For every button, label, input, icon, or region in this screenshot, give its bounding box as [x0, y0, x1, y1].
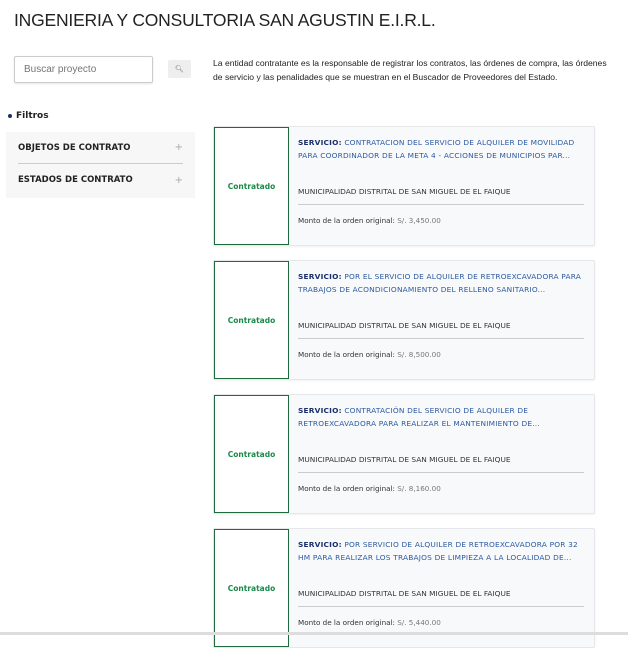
contract-type: SERVICIO: [298, 406, 342, 415]
entity-name: MUNICIPALIDAD DISTRITAL DE SAN MIGUEL DE EL FAIQUE [298, 321, 584, 339]
search-button[interactable] [168, 60, 191, 78]
contract-type: SERVICIO: [298, 272, 342, 281]
status-badge: Contratado [214, 395, 289, 513]
contract-type: SERVICIO: [298, 540, 342, 549]
card-body [298, 127, 584, 225]
filter-label: ESTADOS DE CONTRATO [18, 175, 133, 185]
amount-value: S/. 5,440.00 [397, 618, 441, 627]
contract-description: CONTRATACIÓN DEL SERVICIO DE ALQUILER DE RETROEXCAVADORA PARA REALIZAR EL MANTENIMIENTO DE... [298, 406, 540, 428]
entity-name: MUNICIPALIDAD DISTRITAL DE SAN MIGUEL DE EL FAIQUE [298, 589, 584, 607]
entity-name: MUNICIPALIDAD DISTRITAL DE SAN MIGUEL DE EL FAIQUE [298, 187, 584, 205]
contract-card[interactable] [213, 394, 595, 514]
amount-row [298, 350, 584, 359]
filter-panel [6, 132, 195, 198]
status-badge: Contratado [214, 127, 289, 245]
amount-label: Monto de la orden original: [298, 484, 395, 493]
contract-description: CONTRATACION DEL SERVICIO DE ALQUILER DE MOVILIDAD PARA COORDINADOR DE LA META 4 - ACCIONES DE MUNICIPIOS PAR... [298, 138, 575, 160]
filter-label: OBJETOS DE CONTRATO [18, 142, 131, 153]
amount-row [298, 216, 584, 225]
filter-estados-de-contrato[interactable] [18, 164, 183, 196]
amount-row [298, 618, 584, 627]
bullet-icon [8, 114, 12, 118]
amount-value: S/. 8,500.00 [397, 350, 441, 359]
plus-icon[interactable]: + [174, 174, 183, 186]
card-body [298, 261, 584, 359]
status-badge: Contratado [214, 529, 289, 647]
card-body [298, 395, 584, 493]
search-icon: 🔍︎ [175, 66, 184, 73]
amount-value: S/. 3,450.00 [397, 216, 441, 225]
status-badge: Contratado [214, 261, 289, 379]
contract-type: SERVICIO: [298, 138, 342, 147]
contract-card[interactable] [213, 126, 595, 246]
page-title: INGENIERIA Y CONSULTORIA SAN AGUSTIN E.I.R.L. [14, 10, 436, 30]
disclaimer-text: La entidad contratante es la responsable de registrar los contratos, las órdenes de compra, las órdenes de servicio y las penalidades que se muestran en el Buscador de Proveedores del Estado. [213, 58, 607, 82]
card-body [298, 529, 584, 627]
contract-card[interactable] [213, 260, 595, 380]
contract-description: POR SERVICIO DE ALQUILER DE RETROEXCAVADORA POR 32 HM PARA REALIZAR LOS TRABAJOS DE LIMPIEZA A LA LOCALIDAD DE... [298, 540, 578, 562]
contract-description: POR EL SERVICIO DE ALQUILER DE RETROEXCAVADORA PARA TRABAJOS DE ACONDICIONAMIENTO DEL RELLENO SANITARIO... [298, 272, 582, 294]
contract-card[interactable] [213, 528, 595, 648]
contract-title[interactable] [298, 538, 584, 564]
contract-title[interactable] [298, 404, 584, 430]
amount-value: S/. 8,160.00 [397, 484, 441, 493]
amount-label: Monto de la orden original: [298, 216, 395, 225]
filters-heading [8, 111, 49, 121]
amount-row [298, 484, 584, 493]
filters-label: Filtros [16, 111, 49, 121]
filter-objetos-de-contrato[interactable] [18, 132, 183, 164]
search-input[interactable] [14, 56, 153, 83]
amount-label: Monto de la orden original: [298, 618, 395, 627]
contract-title[interactable] [298, 136, 584, 162]
amount-label: Monto de la orden original: [298, 350, 395, 359]
contract-title[interactable] [298, 270, 584, 296]
entity-name: MUNICIPALIDAD DISTRITAL DE SAN MIGUEL DE EL FAIQUE [298, 455, 584, 473]
plus-icon[interactable]: + [174, 142, 183, 153]
